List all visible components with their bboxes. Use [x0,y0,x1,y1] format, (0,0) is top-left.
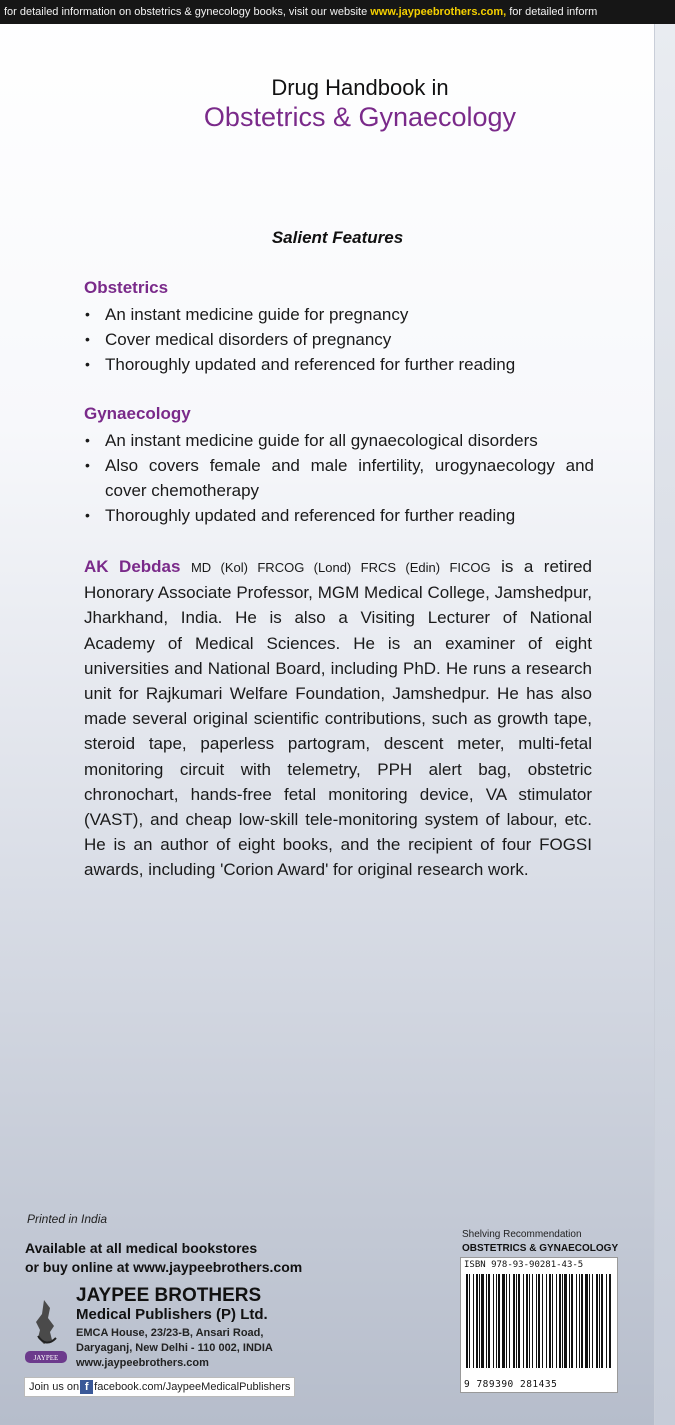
barcode-bar [581,1274,583,1368]
barcode-bar [576,1274,577,1368]
barcode-bar [479,1274,480,1368]
barcode-bar [601,1274,603,1368]
barcode-bar [596,1274,598,1368]
barcode-bar [599,1274,600,1368]
barcode-bar [488,1274,490,1368]
publisher-address-line-1: EMCA House, 23/23-B, Ansari Road, [76,1327,264,1339]
feature-item: • Thoroughly updated and referenced for further reading [84,352,594,377]
barcode-bar [556,1274,557,1368]
barcode-bar [498,1274,500,1368]
barcode-bar [529,1274,530,1368]
join-label: Join us on [29,1381,80,1393]
barcode-bar [609,1274,611,1368]
barcode-bar [513,1274,515,1368]
shelving-label: Shelving Recommendation [462,1229,582,1240]
feature-item: • Also covers female and male infertility, urogynaecology and cover chemotherapy [84,453,594,503]
barcode-bar [552,1274,553,1368]
publisher-address-line-2: Daryaganj, New Delhi - 110 002, INDIA [76,1342,273,1354]
publisher-logo-icon [24,1296,68,1366]
barcode-bar [585,1274,588,1368]
barcode-icon [464,1272,614,1372]
facebook-icon: f [80,1380,93,1394]
printed-in-note: Printed in India [27,1212,108,1226]
obstetrics-heading: Obstetrics [84,278,169,297]
author-qualifications: MD (Kol) FRCOG (Lond) FRCS (Edin) FICOG [190,560,491,575]
barcode-digits: 9 789390 281435 [464,1379,558,1390]
barcode-bar [518,1274,520,1368]
barcode-bar [562,1274,563,1368]
publisher-website[interactable]: www.jaypeebrothers.com [76,1357,209,1369]
barcode-bar [592,1274,593,1368]
feature-item: • An instant medicine guide for pregnancy [84,302,594,327]
barcode-bar [559,1274,561,1368]
barcode-bar [466,1274,468,1368]
facebook-url: facebook.com/JaypeeMedicalPublishers [94,1381,291,1393]
facebook-join-link[interactable] [24,1377,295,1397]
barcode-bar [481,1274,484,1368]
isbn-number: ISBN 978-93-90281-43-5 [464,1260,584,1270]
website-banner [0,0,675,24]
feature-item: • Thoroughly updated and referenced for further reading [84,503,594,528]
isbn-barcode [460,1257,618,1393]
barcode-bar [571,1274,573,1368]
author-name: AK Debdas [84,557,181,576]
barcode-bar [493,1274,494,1368]
gynaecology-feature-list [84,428,594,528]
gynaecology-heading: Gynaecology [84,404,191,423]
barcode-bar [523,1274,524,1368]
obstetrics-feature-list [84,302,594,377]
availability-line-1: Available at all medical bookstores [25,1240,258,1256]
barcode-bar [516,1274,517,1368]
banner-text: for detailed information on obstetrics & gynecology books, visit our website [4,6,371,18]
barcode-bar [502,1274,505,1368]
feature-item: • Cover medical disorders of pregnancy [84,327,594,352]
book-title-line-1: Drug Handbook in [271,75,449,100]
barcode-bar [589,1274,590,1368]
barcode-bar [569,1274,570,1368]
barcode-bar [564,1274,567,1368]
publisher-logo [24,1296,68,1366]
shelving-category: OBSTETRICS & GYNAECOLOGY [462,1243,619,1254]
barcode-bar [473,1274,474,1368]
barcode-bar [496,1274,497,1368]
barcode-bar [532,1274,533,1368]
banner-text-continued: for detailed inform [506,6,598,18]
feature-item: • An instant medicine guide for all gynaecological disorders [84,428,594,453]
barcode-bar [506,1274,507,1368]
barcode-bar [469,1274,470,1368]
barcode-bar [579,1274,580,1368]
book-title-line-2: Obstetrics & Gynaecology [203,102,517,132]
barcode-bar [509,1274,510,1368]
barcode-bar [476,1274,478,1368]
barcode-bar [486,1274,487,1368]
barcode-bar [546,1274,547,1368]
barcode-bar [536,1274,537,1368]
availability-line-2: or buy online at www.jaypeebrothers.com [25,1259,303,1275]
author-bio [84,554,592,883]
logo-text: JAYPEE [33,1354,59,1362]
publisher-name: JAYPEE BROTHERS [76,1285,262,1306]
banner-url-link[interactable]: www.jaypeebrothers.com, [370,6,507,18]
barcode-bar [606,1274,607,1368]
salient-features-heading: Salient Features [271,228,404,247]
barcode-bar [549,1274,551,1368]
author-bio-text: is a retired Honorary Associate Professor, MGM Medical College, Jamshedpur, Jharkhand, India. He is also a Visiting Lecturer of National Academy of Medical Sciences. He is an examiner of eight universities and National Board, including PhD. He runs a research unit for Rajkumari Welfare Foundation, Jamshedpur. He has also made several original scientific contributions, such as growth tape, steroid tape, paperless partogram, descent meter, multi-fetal monitoring circuit with telemetry, PPH alert bag, obstetric chronochart, hands-free fetal monitoring device, VA stimulator (VAST), and cheap low-skill tele-monitoring system of labour, etc. He is an author of eight books, and the recipient of four FOGSI awards, including 'Corion Award' for original research work. [84,557,592,880]
barcode-bar [538,1274,540,1368]
barcode-bar [526,1274,528,1368]
publisher-subtitle: Medical Publishers (P) Ltd. [76,1306,268,1323]
barcode-bar [542,1274,543,1368]
